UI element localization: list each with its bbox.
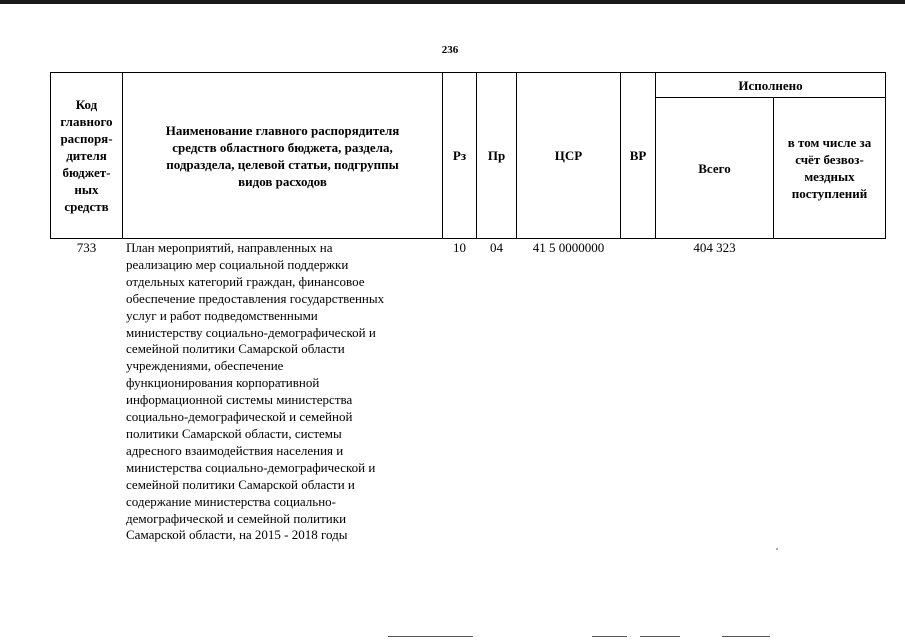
description-line: учреждениями, обеспечение — [126, 358, 284, 374]
scan-artifact-line — [640, 636, 680, 637]
header-including-line: в том числе за — [787, 135, 872, 150]
row-code: 733 — [76, 240, 97, 255]
header-vr: ВР — [629, 148, 647, 163]
description-line: политики Самарской области, системы — [126, 425, 342, 441]
description-line: информационной системы министерства — [126, 392, 353, 408]
description-line: обеспечение предоставления государственных — [126, 290, 385, 306]
description-line: министерству социально-демографической и — [126, 324, 376, 340]
page-number: 236 — [441, 44, 459, 56]
description-line: семейной политики Самарской области и — [126, 476, 355, 492]
scan-artifact-line — [722, 636, 770, 637]
header-code-line: распоря- — [60, 131, 113, 146]
header-total: Всего — [698, 160, 731, 176]
description-line: отдельных категорий граждан, финансовое — [126, 273, 365, 289]
header-name-line: подраздела, целевой статьи, подгруппы — [166, 156, 399, 172]
description-line: социально-демографической и семейной — [126, 409, 353, 425]
header-code-line: бюджет- — [62, 165, 111, 180]
header-including-line: поступлений — [791, 186, 868, 201]
description-line: Самарской области, на 2015 - 2018 годы — [126, 527, 348, 543]
row-csr: 41 5 0000000 — [532, 240, 605, 255]
header-name-line: видов расходов — [238, 173, 327, 189]
header-including — [774, 98, 885, 238]
description-line: План мероприятий, направленных на — [126, 240, 333, 255]
header-name-line: Наименование главного распорядителя — [165, 122, 400, 138]
row-description — [126, 240, 438, 544]
table-right-border — [885, 72, 886, 239]
header-name-line: средств областного бюджета, раздела, — [172, 139, 393, 155]
header-csr: ЦСР — [554, 148, 583, 163]
header-bottom-border — [50, 238, 885, 239]
description-line: министерства социально-демографической и — [126, 459, 376, 475]
header-code-line: главного — [60, 114, 113, 129]
description-line: демографической и семейной политики — [126, 510, 347, 526]
description-line: реализацию мер социальной поддержки — [126, 256, 349, 272]
scan-speck — [776, 548, 778, 550]
header-pr: Пр — [487, 148, 506, 163]
header-rz: Рз — [452, 148, 467, 163]
header-code-line: ных — [74, 182, 99, 197]
description-line: содержание министерства социально- — [126, 493, 336, 509]
row-rz: 10 — [453, 240, 466, 255]
scan-artifact-line — [388, 636, 473, 637]
header-including-line: мездных — [804, 169, 855, 184]
header-name — [123, 73, 442, 238]
description-line: адресного взаимодействия населения и — [126, 442, 344, 458]
header-code-line: средств — [64, 199, 109, 214]
description-line: функционирования корпоративной — [126, 375, 320, 391]
description-line: услуг и работ подведомственными — [126, 307, 318, 323]
header-code-line: Код — [75, 97, 98, 112]
scan-artifact-line — [592, 636, 627, 637]
header-executed: Исполнено — [738, 77, 803, 93]
description-line: семейной политики Самарской области — [126, 341, 345, 357]
row-pr: 04 — [490, 240, 503, 255]
scan-top-border — [0, 0, 905, 4]
header-code — [51, 73, 122, 238]
header-including-line: счёт безвоз- — [795, 152, 864, 167]
row-total: 404 323 — [693, 240, 736, 255]
header-code-line: дителя — [66, 148, 107, 163]
